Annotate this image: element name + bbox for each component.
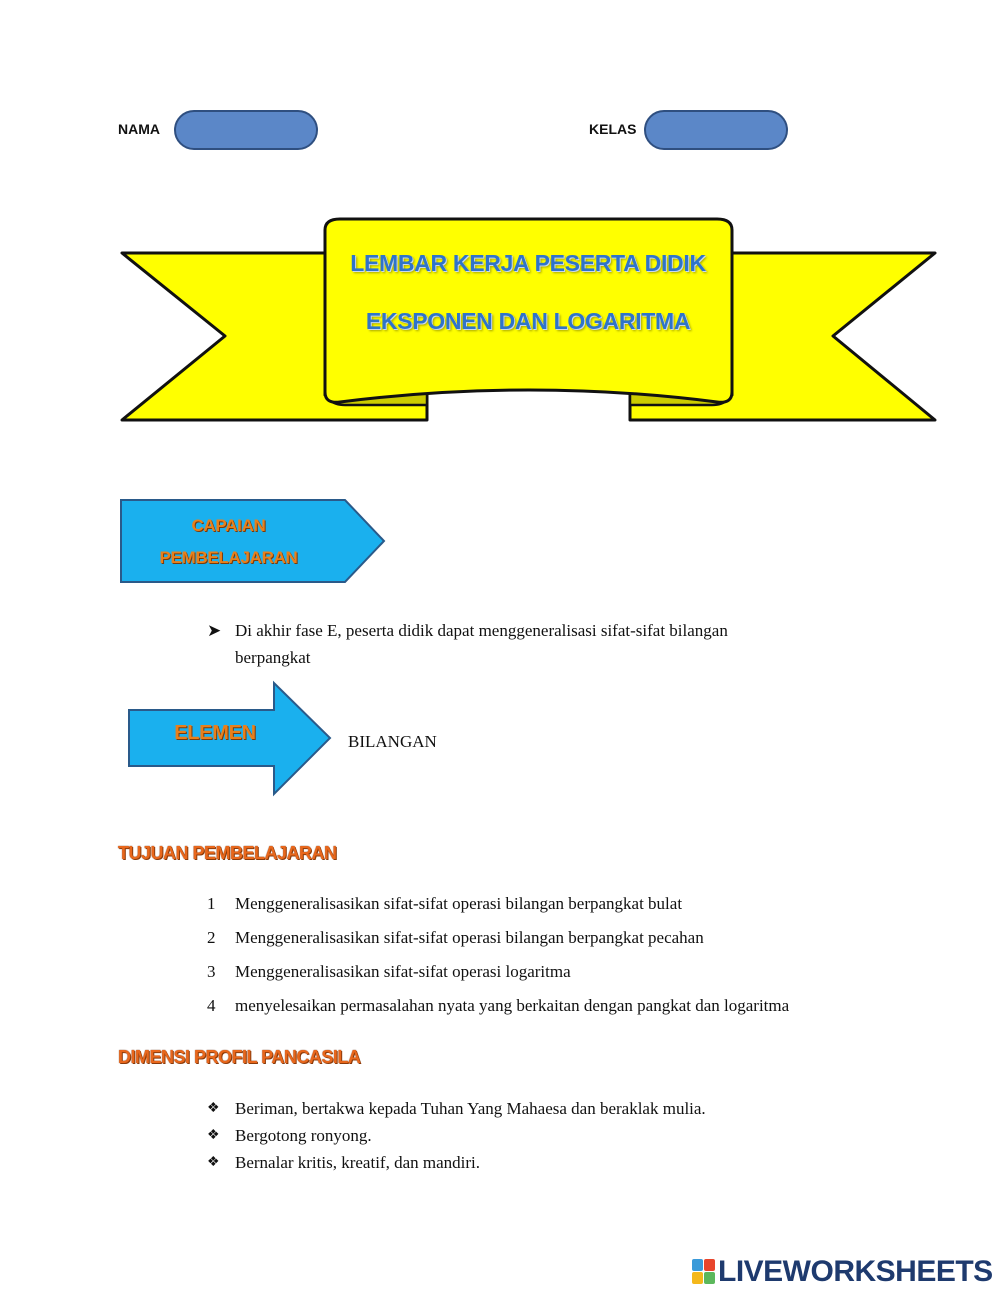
list-item-text: Menggeneralisasikan sifat-sifat operasi logaritma bbox=[235, 962, 571, 981]
list-item bbox=[207, 924, 907, 958]
elemen-label: ELEMEN bbox=[174, 722, 256, 744]
title-ribbon bbox=[0, 0, 1000, 440]
list-item-number: 2 bbox=[207, 928, 216, 947]
tujuan-heading: TUJUAN PEMBELAJARAN bbox=[118, 843, 337, 863]
banner-title-line1: LEMBAR KERJA PESERTA DIDIK bbox=[350, 250, 706, 276]
list-item-number: 3 bbox=[207, 962, 216, 981]
list-item bbox=[207, 992, 907, 1026]
capaian-label-line1: CAPAIAN bbox=[191, 516, 266, 535]
capaian-text bbox=[235, 617, 875, 671]
liveworksheets-logo-text: LIVEWORKSHEETS bbox=[718, 1255, 993, 1288]
elemen-value: BILANGAN bbox=[348, 732, 437, 751]
dimensi-list bbox=[207, 1095, 907, 1176]
liveworksheets-logo bbox=[692, 1255, 993, 1289]
list-item-text: Menggeneralisasikan sifat-sifat operasi bilangan berpangkat pecahan bbox=[235, 928, 704, 947]
capaian-text-line1: Di akhir fase E, peserta didik dapat menggeneralisasi sifat-sifat bilangan bbox=[235, 621, 728, 640]
list-item-text: Menggeneralisasikan sifat-sifat operasi bilangan berpangkat bulat bbox=[235, 894, 683, 913]
banner-title-line2: EKSPONEN DAN LOGARITMA bbox=[365, 308, 691, 334]
nama-label: NAMA bbox=[118, 121, 160, 137]
capaian-text-line2: berpangkat bbox=[235, 648, 311, 667]
list-item-number: 1 bbox=[207, 894, 216, 913]
list-item bbox=[207, 1149, 907, 1176]
list-item bbox=[207, 1095, 907, 1122]
list-item-number: 4 bbox=[207, 996, 216, 1015]
list-item bbox=[207, 1122, 907, 1149]
diamond-bullet-icon: ❖ bbox=[207, 1155, 220, 1170]
list-item-text: menyelesaikan permasalahan nyata yang berkaitan dengan pangkat dan logaritma bbox=[235, 996, 790, 1015]
diamond-bullet-icon: ❖ bbox=[207, 1101, 220, 1116]
dimensi-heading: DIMENSI PROFIL PANCASILA bbox=[118, 1047, 361, 1067]
tujuan-list bbox=[207, 890, 907, 1026]
capaian-bullet-icon: ➤ bbox=[207, 621, 222, 640]
list-item-text: Beriman, bertakwa kepada Tuhan Yang Mahaesa dan beraklak mulia. bbox=[235, 1099, 706, 1118]
capaian-label-line2: PEMBELAJARAN bbox=[159, 548, 298, 567]
kelas-label: KELAS bbox=[589, 121, 637, 137]
list-item bbox=[207, 890, 907, 924]
list-item-text: Bernalar kritis, kreatif, dan mandiri. bbox=[235, 1153, 480, 1172]
diamond-bullet-icon: ❖ bbox=[207, 1128, 220, 1143]
capaian-label bbox=[121, 510, 336, 574]
list-item bbox=[207, 958, 907, 992]
liveworksheets-logo-icon bbox=[692, 1259, 716, 1285]
list-item-text: Bergotong ronyong. bbox=[235, 1126, 372, 1145]
